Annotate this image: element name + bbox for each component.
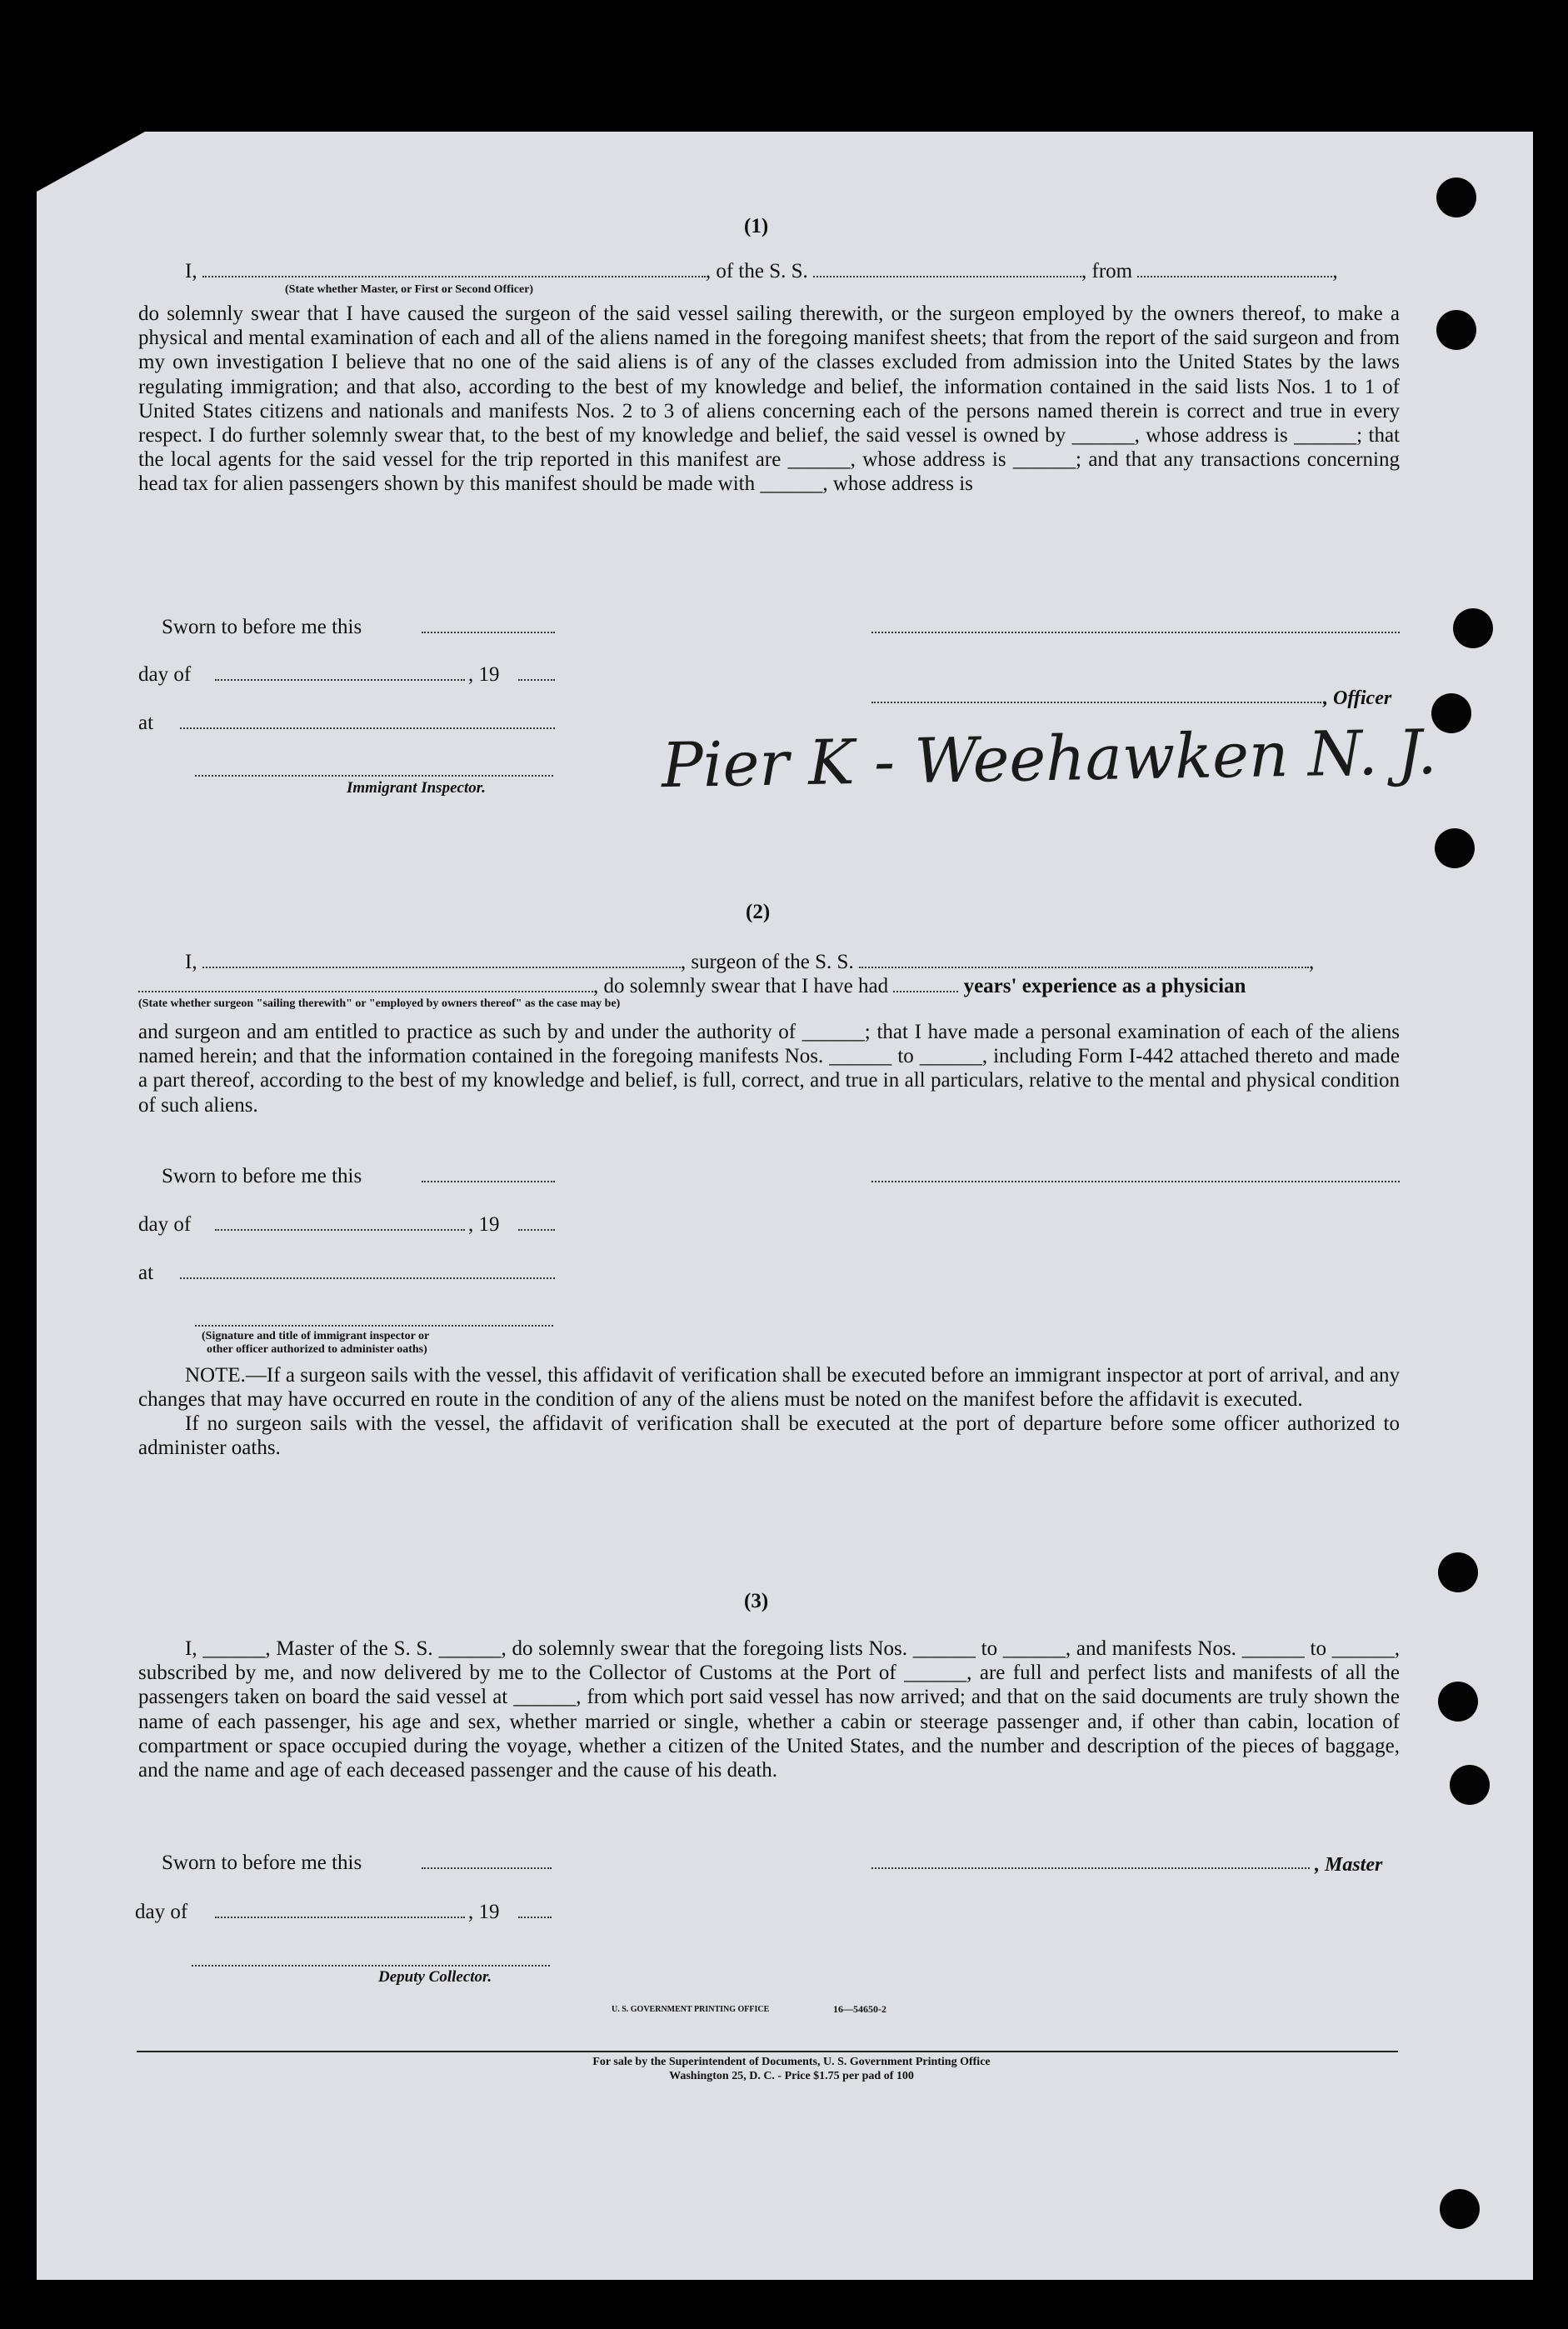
signature-hint-line-1: (Signature and title of immigrant inspector or	[202, 1330, 430, 1342]
swear-years-label: , do solemnly swear that I have had	[593, 975, 889, 997]
day-of-label: day of	[135, 1901, 188, 1923]
handwritten-port: Pier K - Weehawken N. J.	[661, 716, 1438, 802]
year-label: , 19	[468, 1901, 500, 1923]
vessel-name-field[interactable]	[813, 259, 1081, 277]
years-field[interactable]	[893, 974, 958, 992]
binder-hole	[1436, 310, 1476, 350]
sale-line-1: For sale by the Superintendent of Documents, U. S. Government Printing Office	[592, 2056, 991, 2068]
day-of-field[interactable]	[215, 1229, 465, 1231]
binder-hole	[1440, 2189, 1480, 2229]
sworn-label: Sworn to before me this	[162, 616, 362, 638]
surgeon-hint: (State whether surgeon "sailing therewith" or "employed by owners thereof" as the case may be)	[138, 997, 621, 1010]
binder-hole	[1450, 1765, 1490, 1805]
years-experience-label: years' experience as a physician	[963, 975, 1246, 997]
section-1-paragraph: do solemnly swear that I have caused the surgeon of the said vessel sailing therewith, or the surgeon employed by the owners thereof, to make a physical and mental examination of each and all of the aliens named in the foregoing manifest sheets; that from the report of the said surgeon and from my own investigation I believe that no one of the said aliens is of any of the classes excluded from admission into the United States by the laws regulating immigration; and that also, according to the best of my knowledge and belief, the information contained in the said lists Nos. 1 to 1 of United States citizens and nationals and manifests Nos. 2 to 3 of aliens concerning each of the persons named therein is correct and true in every respect. I do further solemnly swear that, to the best of my knowledge and belief, the said vessel is owned by ______, whose address is ______; that the local agents for the said vessel for the trip reported in this manifest are ______, whose address is ______; and that any transactions concerning head tax for alien passengers shown by this manifest should be made with ______, whose address is	[138, 302, 1400, 496]
surgeon-status-field[interactable]	[138, 974, 593, 992]
note-paragraph-2: If no surgeon sails with the vessel, the affidavit of verification shall be executed at the port of departure before some officer authorized to administer oaths.	[138, 1412, 1400, 1459]
sworn-date-field[interactable]	[422, 1867, 552, 1869]
sworn-label: Sworn to before me this	[162, 1165, 362, 1187]
year-label: , 19	[468, 663, 500, 686]
note-label: NOTE.	[185, 1364, 246, 1387]
inspector-signature-field[interactable]	[195, 1325, 553, 1327]
from-port-field[interactable]	[1137, 259, 1332, 277]
day-of-label: day of	[138, 663, 192, 686]
officer-name-signature-field[interactable]	[871, 702, 1321, 703]
surgeon-vessel-field[interactable]	[859, 950, 1309, 968]
section-1-title: (1)	[744, 215, 769, 237]
note-paragraph-1: —If a surgeon sails with the vessel, this affidavit of verification shall be executed before an immigrant inspector at port of arrival, and any changes that may have occurred en route in the condition of any of the aliens must be noted on the manifest before the affidavit is executed.	[138, 1364, 1400, 1411]
master-signature-field[interactable]	[871, 1867, 1310, 1869]
section-3-paragraph: I, ______, Master of the S. S. ______, do solemnly swear that the foregoing lists Nos. ______ to ______, and manifests Nos. ______ to ______, subscribed by me, and now delivered by me to the Collector of Customs at the Port of ______, are full and perfect lists and manifests of all the passengers taken on board the said vessel at ______, from which port said vessel has now arrived; and that on the said documents are truly shown the name of each passenger, his age and sex, whether married or single, whether a cabin or steerage passenger and, if other than cabin, location of compartment or space occupied during the voyage, whether a citizen of the United States, and the number and description of the pieces of baggage, and the name and age of each deceased passenger and the cause of his death.	[138, 1637, 1400, 1782]
from-label: , from	[1081, 260, 1133, 282]
surgeon-signature-field[interactable]	[871, 1181, 1400, 1182]
day-of-field[interactable]	[215, 1917, 465, 1918]
year-field[interactable]	[518, 679, 555, 681]
sworn-date-field[interactable]	[422, 632, 555, 633]
signature-hint-line-2: other officer authorized to administer oaths)	[207, 1343, 427, 1356]
year-field[interactable]	[518, 1229, 555, 1231]
binder-hole	[1438, 1682, 1478, 1722]
at-label: at	[138, 1262, 154, 1284]
section-2-i-line: I, , surgeon of the S. S. ,	[185, 951, 1315, 973]
binder-hole	[1438, 1552, 1478, 1592]
surgeon-name-field[interactable]	[202, 950, 681, 968]
officer-hint: (State whether Master, or First or Second Officer)	[285, 283, 534, 296]
of-ss-label: , of the S. S.	[705, 260, 808, 282]
sworn-date-field[interactable]	[422, 1181, 555, 1182]
section-1-i-line: I, , of the S. S. , from ,	[185, 260, 1338, 282]
sale-line-2: Washington 25, D. C. - Price $1.75 per pad of 100	[669, 2070, 914, 2082]
footer-divider	[137, 2051, 1398, 2052]
section-2-paragraph: and surgeon and am entitled to practice as such by and under the authority of ______; that I have made a personal examination of each of the aliens named herein; and that the information contained in the foregoing manifests Nos. ______ to ______, including Form I-442 attached thereto and made a part thereof, according to the best of my knowledge and belief, is full, correct, and true in all particulars, relative to the mental and physical condition of such aliens.	[138, 1021, 1400, 1117]
day-of-label: day of	[138, 1213, 192, 1236]
form-code: 16—54650-2	[833, 2003, 886, 2015]
master-label: , Master	[1315, 1854, 1383, 1876]
at-field[interactable]	[180, 727, 555, 729]
section-3-title: (3)	[744, 1590, 769, 1612]
sworn-label: Sworn to before me this	[162, 1852, 362, 1874]
section-2-years-line	[138, 974, 1246, 998]
i-prefix: I,	[185, 260, 197, 282]
at-field[interactable]	[180, 1277, 555, 1279]
binder-hole	[1436, 177, 1476, 217]
inspector-label: Immigrant Inspector.	[347, 779, 486, 797]
binder-hole	[1435, 828, 1475, 868]
at-label: at	[138, 712, 154, 734]
year-label: , 19	[468, 1213, 500, 1236]
i-prefix: I,	[185, 951, 197, 973]
officer-label: , Officer	[1323, 687, 1392, 709]
printing-office: U. S. GOVERNMENT PRINTING OFFICE	[612, 2005, 770, 2014]
collector-signature-field[interactable]	[192, 1965, 550, 1967]
binder-hole	[1453, 608, 1493, 648]
day-of-field[interactable]	[215, 679, 465, 681]
year-field[interactable]	[518, 1917, 552, 1918]
binder-hole	[1431, 693, 1471, 733]
officer-signature-field[interactable]	[871, 632, 1400, 633]
note-block	[138, 1363, 1400, 1460]
inspector-signature-field[interactable]	[195, 775, 553, 777]
section-2-title: (2)	[746, 901, 771, 923]
surgeon-of-label: , surgeon of the S. S.	[680, 951, 854, 973]
collector-label: Deputy Collector.	[378, 1968, 492, 1986]
officer-name-field[interactable]	[202, 259, 706, 277]
